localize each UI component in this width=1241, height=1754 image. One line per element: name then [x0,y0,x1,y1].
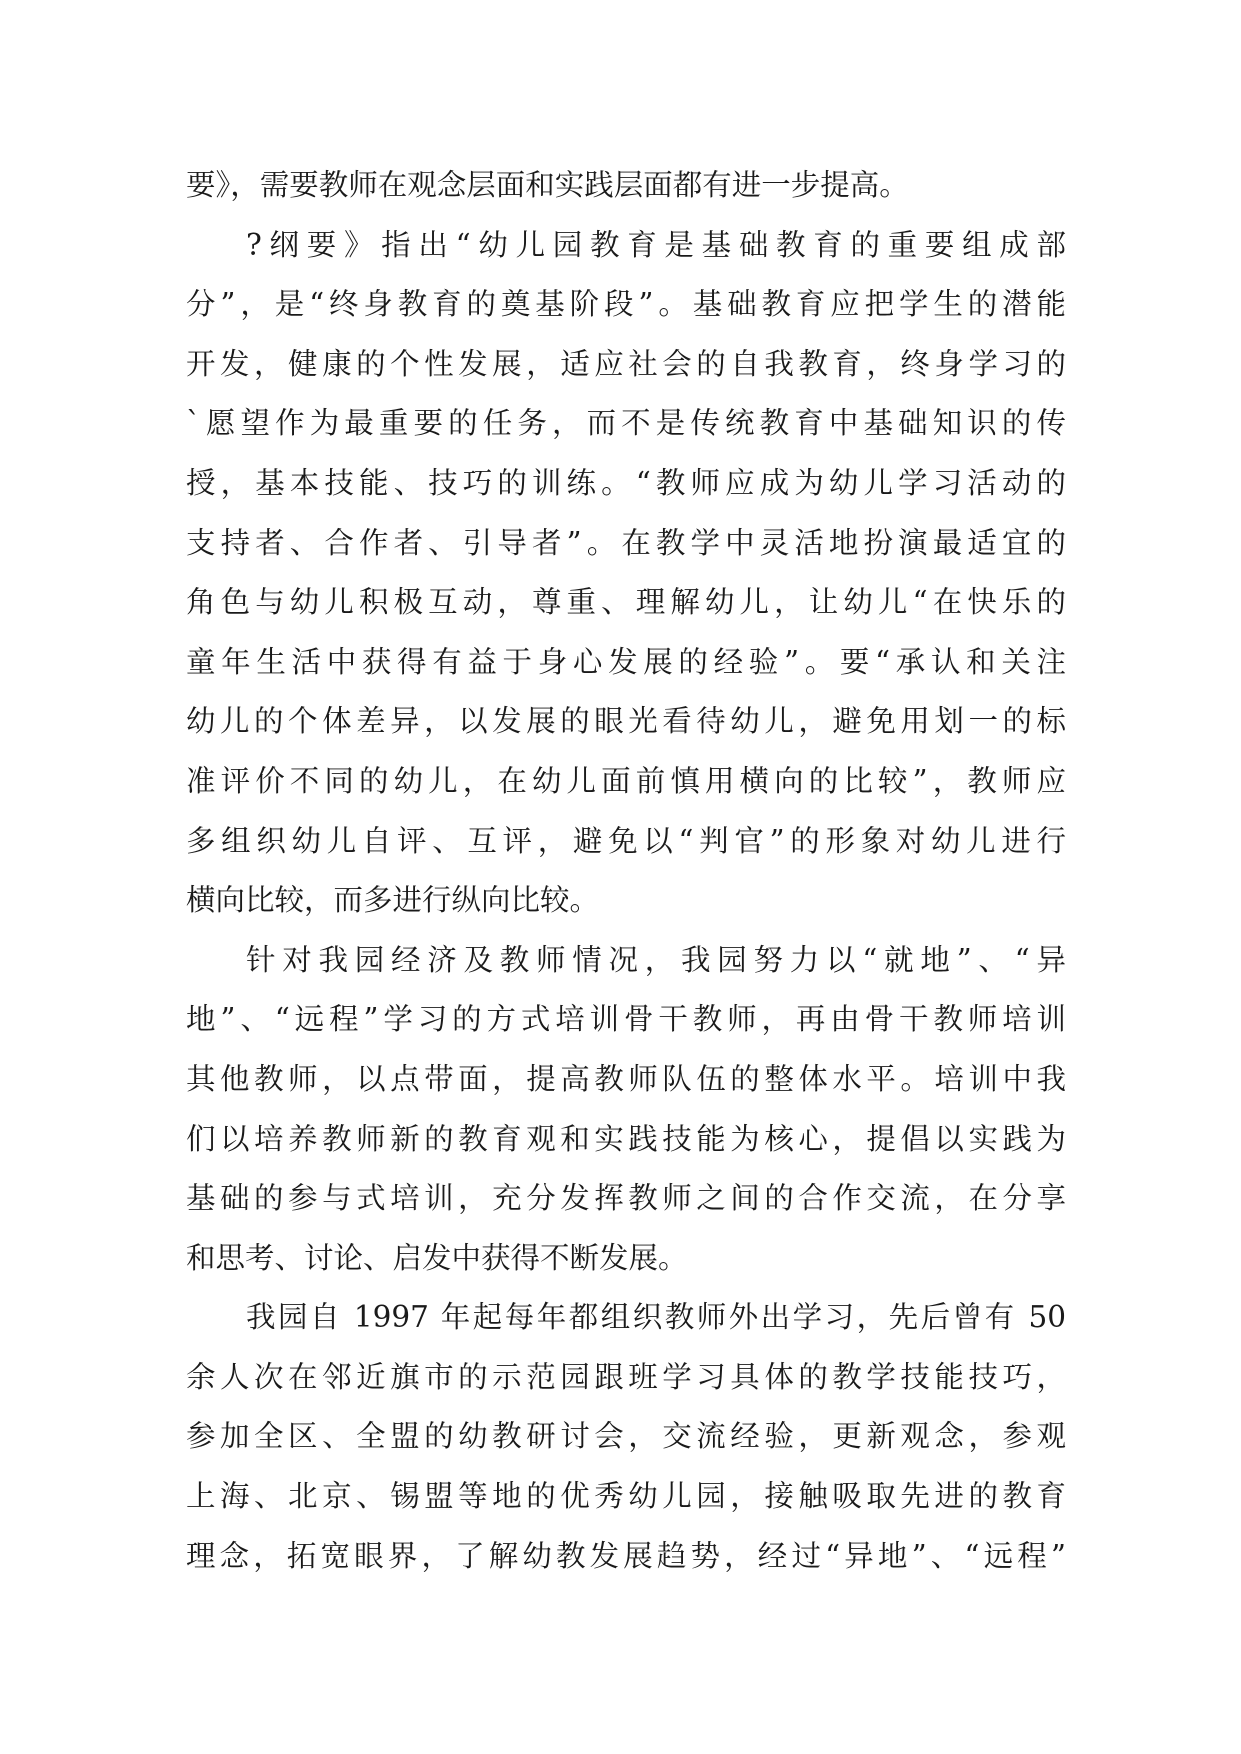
text-line: 多组织幼儿自评、互评，避免以“判官”的形象对幼儿进行 [186,823,1066,858]
text-line: `愿望作为最重要的任务，而不是传统教育中基础知识的传 [186,406,1066,441]
text-line: 上海、北京、锡盟等地的优秀幼儿园，接触吸取先进的教育 [186,1479,1066,1514]
text-line: 理念，拓宽眼界，了解幼教发展趋势，经过“异地”、“远程” [186,1538,1066,1573]
text-line: 角色与幼儿积极互动，尊重、理解幼儿，让幼儿“在快乐的 [186,585,1066,620]
text-line: 授，基本技能、技巧的训练。“教师应成为幼儿学习活动的 [186,465,1066,500]
text-line: 针对我园经济及教师情况，我园努力以“就地”、“异 [246,942,1066,977]
text-line: 们以培养教师新的教育观和实践技能为核心，提倡以实践为 [186,1121,1066,1156]
text-line: 准评价不同的幼儿，在幼儿面前慎用横向的比较”，教师应 [186,763,1066,798]
text-line: 和思考、讨论、启发中获得不断发展。 [186,1240,688,1275]
text-line: 幼儿的个体差异，以发展的眼光看待幼儿，避免用划一的标 [186,704,1066,739]
text-line: ?纲要》指出“幼儿园教育是基础教育的重要组成部 [246,227,1066,262]
text-line: 横向比较，而多进行纵向比较。 [186,883,600,918]
text-line: 地”、“远程”学习的方式培训骨干教师，再由骨干教师培训 [186,1002,1066,1037]
document-body [186,156,1066,1586]
text-line: 基础的参与式培训，充分发挥教师之间的合作交流，在分享 [186,1181,1066,1216]
text-line: 支持者、合作者、引导者”。在教学中灵活地扮演最适宜的 [186,525,1066,560]
text-line: 参加全区、全盟的幼教研讨会，交流经验，更新观念，参观 [186,1419,1066,1454]
text-line: 要》，需要教师在观念层面和实践层面都有进一步提高。 [186,168,909,202]
text-line: 分”，是“终身教育的奠基阶段”。基础教育应把学生的潜能 [186,287,1066,322]
text-line: 童年生活中获得有益于身心发展的经验”。要“承认和关注 [186,644,1066,679]
text-line: 其他教师，以点带面，提高教师队伍的整体水平。培训中我 [186,1061,1066,1096]
text-line: 余人次在邻近旗市的示范园跟班学习具体的教学技能技巧， [186,1359,1066,1394]
text-line: 开发，健康的个性发展，适应社会的自我教育，终身学习的 [186,346,1066,381]
text-line: 我园自 1997 年起每年都组织教师外出学习，先后曾有 50 [246,1300,1066,1335]
